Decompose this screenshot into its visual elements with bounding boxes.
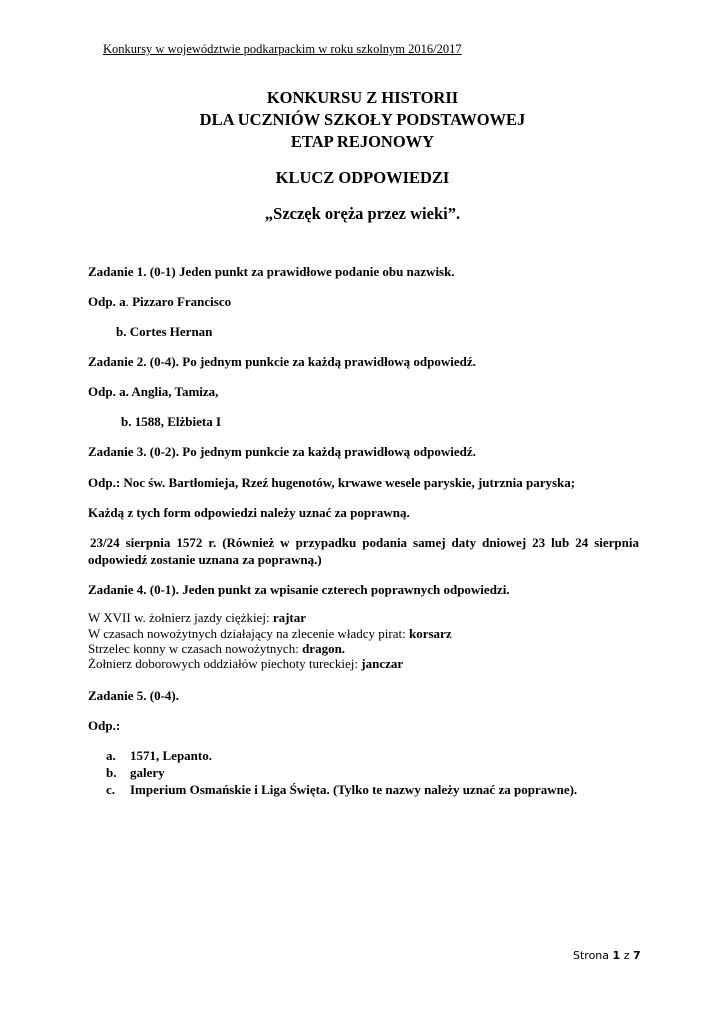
item-text: 1571, Lepanto. bbox=[130, 748, 212, 763]
title-line-2: DLA UCZNIÓW SZKOŁY PODSTAWOWEJ bbox=[199, 110, 526, 129]
item-marker: b. bbox=[106, 765, 117, 780]
task-2-answer-a: Odp. a. Anglia, Tamiza, bbox=[88, 384, 219, 399]
page-label: Strona bbox=[573, 949, 610, 962]
task-4-item bbox=[88, 626, 452, 642]
total-pages: 7 bbox=[632, 949, 641, 962]
title-line-3: ETAP REJONOWY bbox=[290, 132, 435, 151]
odp-dot: . bbox=[125, 294, 129, 309]
title-line-1: KONKURSU Z HISTORII bbox=[266, 88, 459, 107]
item-answer: rajtar bbox=[272, 610, 307, 625]
item-text: galery bbox=[130, 765, 165, 780]
item-answer: korsarz bbox=[409, 626, 452, 641]
task-5-answer-a bbox=[106, 748, 212, 764]
item-question: Strzelec konny w czasach nowożytnych: bbox=[88, 641, 303, 656]
task-3-heading: Zadanie 3. (0-2). Po jednym punkcie za każdą prawidłową odpowiedź. bbox=[88, 444, 476, 459]
item-answer: dragon. bbox=[302, 641, 346, 656]
task-1-answer-b: b. Cortes Hernan bbox=[116, 324, 213, 339]
task-1-heading: Zadanie 1. (0-1) Jeden punkt za prawidłowe podanie obu nazwisk. bbox=[88, 264, 455, 279]
task-4-item bbox=[88, 610, 306, 626]
task-2-heading: Zadanie 2. (0-4). Po jednym punkcie za każdą prawidłową odpowiedź. bbox=[88, 354, 476, 369]
item-marker: a. bbox=[106, 748, 116, 763]
task-1-answer-a bbox=[88, 294, 231, 310]
page-header: Konkursy w województwie podkarpackim w roku szkolnym 2016/2017 bbox=[103, 42, 462, 56]
page-of: z bbox=[623, 949, 630, 962]
task-5-answer-b bbox=[106, 765, 165, 781]
item-question: Żołnierz doborowych oddziałów piechoty tureckiej: bbox=[88, 656, 362, 671]
answer-text: Pizzaro Francisco bbox=[132, 294, 232, 309]
motto: „Szczęk oręża przez wieki”. bbox=[264, 204, 461, 223]
current-page: 1 bbox=[612, 949, 621, 962]
item-text: Imperium Osmańskie i Liga Święta. (Tylko te nazwy należy uznać za poprawne). bbox=[130, 782, 578, 797]
task-3-note: Każdą z tych form odpowiedzi należy uznać za poprawną. bbox=[88, 505, 410, 520]
item-answer: janczar bbox=[361, 656, 404, 671]
task-4-heading: Zadanie 4. (0-1). Jeden punkt za wpisanie czterech poprawnych odpowiedzi. bbox=[88, 582, 510, 597]
task-2-answer-b: b. 1588, Elżbieta I bbox=[121, 414, 222, 429]
task-4-item bbox=[88, 656, 403, 672]
task-5-answer-c bbox=[106, 782, 577, 798]
task-3-answer-2: 23/24 sierpnia 1572 r. (Również w przypadku podania samej daty dniowej 23 lub 24 sierpnia odpowiedź zostanie uznana za poprawną.) bbox=[88, 535, 639, 567]
task-4-item bbox=[88, 641, 345, 657]
answer-key-title: KLUCZ ODPOWIEDZI bbox=[275, 168, 450, 187]
item-marker: c. bbox=[106, 782, 116, 797]
task-3-answer-1: Odp.: Noc św. Bartłomieja, Rzeź hugenotów, krwawe wesele paryskie, jutrznia paryska; bbox=[88, 475, 576, 490]
task-5-odp: Odp.: bbox=[88, 718, 121, 733]
page-number bbox=[573, 949, 641, 962]
item-question: W XVII w. żołnierz jazdy ciężkiej: bbox=[88, 610, 273, 625]
task-5-heading: Zadanie 5. (0-4). bbox=[88, 688, 179, 703]
item-question: W czasach nowożytnych działający na zlecenie władcy pirat: bbox=[88, 626, 409, 641]
odp-prefix: Odp. a bbox=[88, 294, 126, 309]
